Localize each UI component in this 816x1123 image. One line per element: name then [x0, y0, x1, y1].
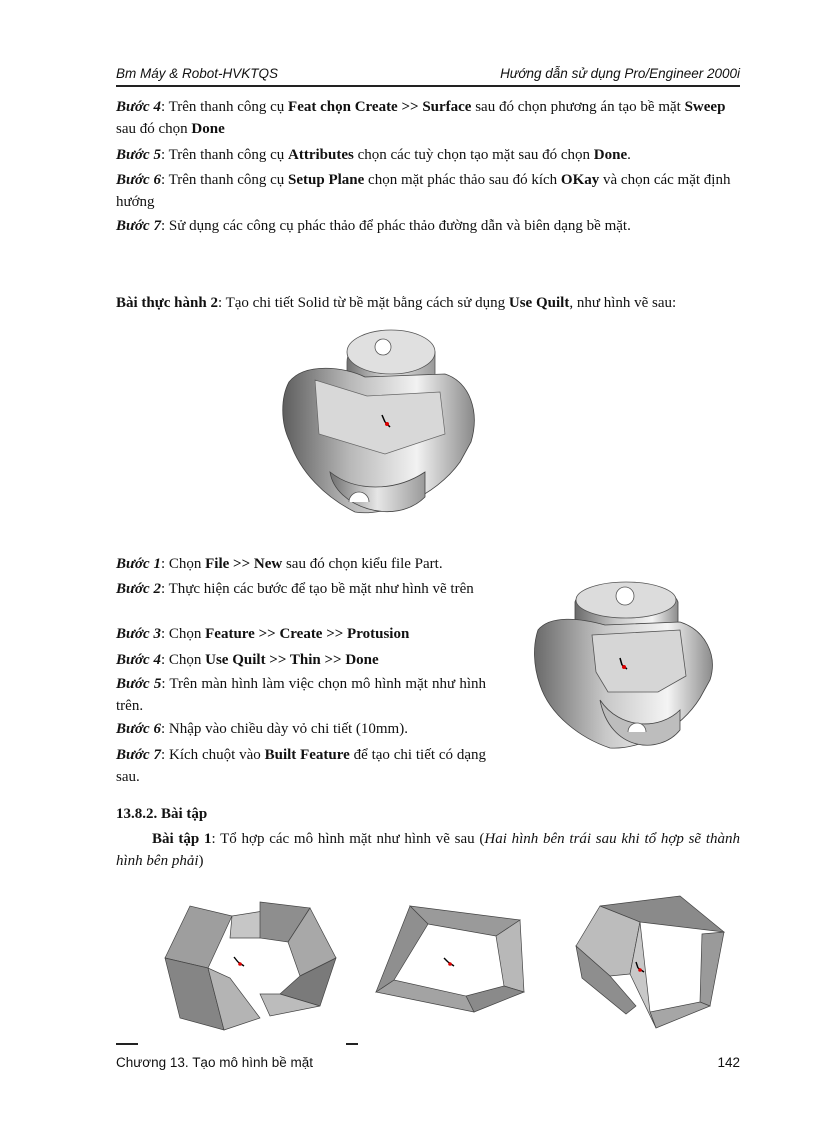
solid-model-figure	[530, 580, 720, 755]
p2-step-6: Bước 6: Nhập vào chiều dày vỏ chi tiết (10mm).	[116, 721, 408, 737]
footer-rule-left	[116, 1043, 138, 1045]
page-header	[116, 66, 740, 84]
surface-combo-left-figure	[160, 898, 340, 1038]
page-footer	[116, 1055, 740, 1073]
practice-2-paragraph: Bài thực hành 2: Tạo chi tiết Solid từ bề mặt bằng cách sử dụng Use Quilt, như hình vẽ sau:	[116, 295, 677, 311]
surface-model-figure	[275, 322, 487, 524]
footer-rule-mid	[346, 1043, 358, 1045]
p2-step-7: Bước 7: Kích chuột vào Built Feature để tạo chi tiết có dạng sau.	[116, 747, 486, 785]
header-left: Bm Máy & Robot-HVKTQS	[116, 66, 279, 81]
p2-step-5: Bước 5: Trên màn hình làm việc chọn mô hình mặt như hình trên.	[116, 676, 486, 714]
page-number: 142	[717, 1055, 740, 1070]
p2-step-1: Bước 1: Chọn File >> New sau đó chọn kiểu file Part.	[116, 556, 443, 572]
surface-combo-right-figure	[570, 894, 730, 1034]
step-5-paragraph: Bước 5: Trên thanh công cụ Attributes chọn các tuỳ chọn tạo mặt sau đó chọn Done.	[116, 147, 631, 163]
section-heading: 13.8.2. Bài tập	[116, 806, 208, 822]
surface-combo-middle-figure	[370, 900, 530, 1018]
exercise-1-paragraph: Bài tập 1: Tổ hợp các mô hình mặt như hình vẽ sau (Hai hình bên trái sau khi tổ hợp sẽ thành hình bên phải)	[116, 831, 740, 869]
step-7-paragraph: Bước 7: Sử dụng các công cụ phác thảo để phác thảo đường dẫn và biên dạng bề mặt.	[116, 218, 631, 234]
p2-step-4: Bước 4: Chọn Use Quilt >> Thin >> Done	[116, 652, 379, 668]
footer-chapter: Chương 13. Tạo mô hình bề mặt	[116, 1055, 314, 1070]
step-4-paragraph: Bước 4: Trên thanh công cụ Feat chọn Create >> Surface sau đó chọn phương án tạo bề mặt Sweep sau đó chọn Done	[116, 99, 726, 137]
header-rule	[116, 85, 740, 87]
header-right: Hướng dẫn sử dụng Pro/Engineer 2000i	[500, 66, 740, 81]
p2-step-3: Bước 3: Chọn Feature >> Create >> Protusion	[116, 626, 410, 642]
p2-step-2: Bước 2: Thực hiện các bước để tạo bề mặt như hình vẽ trên	[116, 581, 474, 597]
step-6-paragraph: Bước 6: Trên thanh công cụ Setup Plane chọn mặt phác thảo sau đó kích OKay và chọn các mặt định hướng	[116, 172, 731, 210]
